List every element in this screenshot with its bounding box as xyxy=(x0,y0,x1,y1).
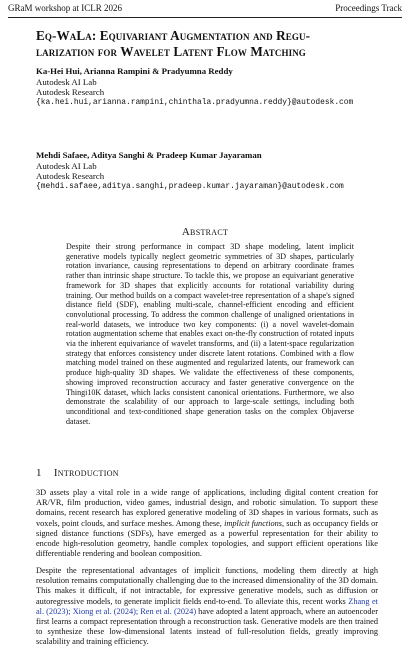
section-title: Introduction xyxy=(53,467,119,479)
author-affiliation: Autodesk AI Lab xyxy=(36,76,97,87)
author-names: Ka-Hei Hui, Arianna Rampini & Pradyumna Reddy xyxy=(36,66,233,76)
running-header xyxy=(8,3,402,15)
intro-paragraph-2 xyxy=(36,566,378,648)
author-emails: {mehdi.safaee,aditya.sanghi,pradeep.kumar.jayaraman}@autodesk.com xyxy=(36,181,344,191)
citation-link[interactable]: Zhang et al. (2023); xyxy=(36,596,378,616)
title-line-2: larization for Wavelet Latent Flow Matching xyxy=(36,43,306,59)
author-names: Mehdi Safaee, Aditya Sanghi & Pradeep Kumar Jayaraman xyxy=(36,150,262,160)
section-heading xyxy=(36,467,119,479)
paragraph-text: Despite the representational advantages of implicit functions, modeling them directly at high resolution remains computationally challenging due to the increased dimensionality of the 3D domain. This makes it difficult, if not intractable, for expressive generative models, such as diffusion or autoregressive models, to generate implicit fields end-to-end. To alleviate this, recent works xyxy=(36,566,378,606)
author-block-2 xyxy=(36,150,406,192)
author-affiliation: Autodesk AI Lab xyxy=(36,160,97,171)
venue-label: GRaM workshop at ICLR 2026 xyxy=(8,3,122,13)
paragraph-text: 3D assets play a vital role in a wide range of applications, including digital content creation for AR/VR, film production, video games, industrial design, and robotic simulation. To support these domains, recent research has explored generative modeling of 3D shapes in various formats, such as voxels, point clouds, and surface meshes. Among these, xyxy=(36,488,378,528)
abstract-text: Despite their strong performance in compact 3D shape modeling, latent implicit generative models typically neglect geometric symmetries of 3D shapes, particularly rotation invariance, causing representations to depend on arbitrary coordinate frames rather than intrinsic shape structure. To tackle this, we propose an equivariant generative framework for 3D shapes that explicitly accounts for rotational variability during training. Our method builds on a compact wavelet-tree representation of a shape's signed distance field (SDF), enabling multi-scale, channel-efficient encoding and efficient convolutional processing. To address the common challenge of unaligned orientations in real-world datasets, we introduce two key components: (i) a novel wavelet-domain rotation augmentation scheme that enables exact on-the-fly construction of rotated inputs via the inherent equivariance of wavelet transforms, and (ii) a latent-space regularization strategy that enforces consistency under discrete latent rotations. Combined with a flow matching model trained on these augmented and regularized latents, our framework can produce high-quality 3D shapes. We validate the effectiveness of these components, showing improved reconstruction accuracy and faster generative convergence on the Thingi10K dataset, which lacks consistent canonical orientations. Furthermore, we also demonstrate the scalability of our approach to large-scale settings, including both unconditional and text-conditioned shape generation tasks on the complex Objaverse dataset. xyxy=(66,242,354,426)
abstract-heading: Abstract xyxy=(181,226,229,238)
author-affiliation: Autodesk Research xyxy=(36,87,105,97)
paper-title xyxy=(36,28,402,59)
author-emails: {ka.hei.hui,arianna.rampini,chinthala.pradyumna.reddy}@autodesk.com xyxy=(36,97,354,107)
track-label: Proceedings Track xyxy=(335,3,402,13)
paragraph-text: , such as occupancy fields or signed distance functions (SDFs), have emerged as a powerful representation for their ability to encode high-resolution geometry, handle complex topologies, and support efficient operations like differentiable rendering and boolean composition. xyxy=(36,518,379,559)
author-block-1 xyxy=(36,66,406,108)
intro-paragraph-1 xyxy=(36,488,378,559)
title-line-1: Eq-WaLa: Equivariant Augmentation and Regu- xyxy=(36,28,311,43)
header-rule xyxy=(8,17,402,18)
emphasis-text: implicit functions xyxy=(224,518,283,528)
section-number: 1 xyxy=(36,467,42,479)
citation-link[interactable]: Xiong et al. (2024); Ren et al. (2024) xyxy=(72,606,197,616)
paragraph-text: have adopted a latent approach, where an autoencoder first learns a compact representation through a reconstruction task. Generative models are then trained to synthesize these low-dimensional latents instead of full-resolution fields, greatly improving scalability and training efficiency. xyxy=(36,606,378,647)
author-affiliation: Autodesk Research xyxy=(36,171,105,181)
